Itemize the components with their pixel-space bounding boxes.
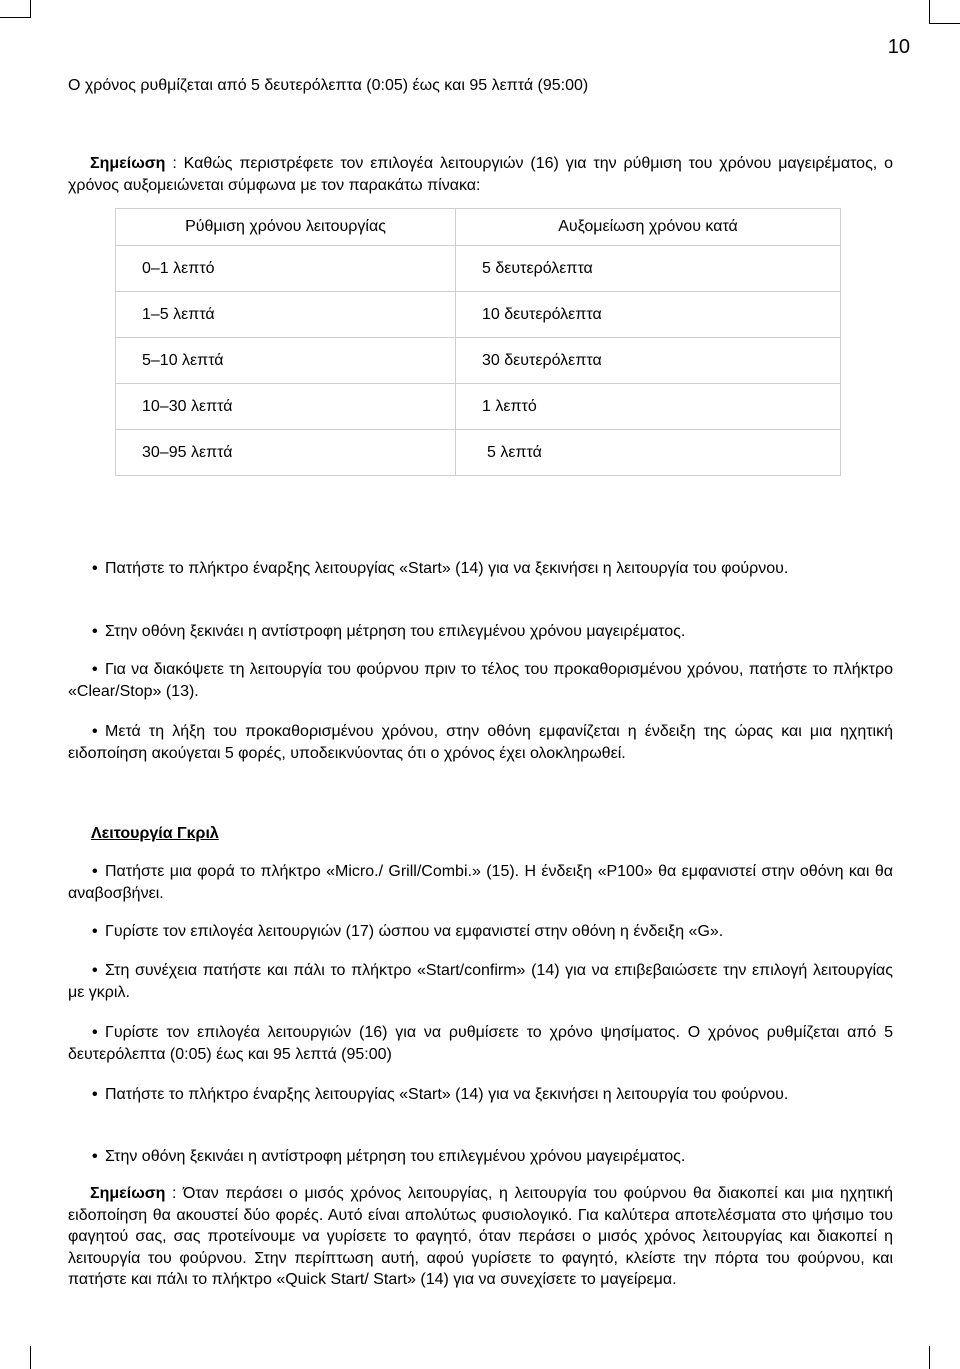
bullet-icon: • — [92, 560, 98, 577]
bullet-item: • Μετά τη λήξη του προκαθορισμένου χρόνου, στην οθόνη εμφανίζεται η ένδειξη της ώρας και μια ηχητική ειδοποίηση ακούγεται 5 φορές, υποδεικνύοντας ότι ο χρόνος έχει ολοκληρωθεί. — [68, 723, 893, 762]
intro-time-range: Ο χρόνος ρυθμίζεται από 5 δευτερόλεπτα (0:05) έως και 95 λεπτά (95:00) — [68, 77, 589, 94]
note-1-label: Σημείωση — [90, 155, 166, 172]
bullet-item: • Στην οθόνη ξεκινάει η αντίστροφη μέτρηση του επιλεγμένου χρόνου μαγειρέματος. — [68, 621, 893, 643]
crop-mark-bottom-right-v — [929, 1346, 930, 1369]
bullet-item: • Για να διακόψετε τη λειτουργία του φούρνου πριν το τέλος του προκαθορισμένου χρόνου, πατήστε το πλήκτρο «Clear/Stop» (13). — [68, 661, 893, 700]
table-header-cell: Ρύθμιση χρόνου λειτουργίας — [116, 209, 456, 246]
bullet-icon: • — [92, 1024, 98, 1041]
note-2-label: Σημείωση — [90, 1185, 166, 1202]
table-cell: 5 δευτερόλεπτα — [456, 246, 841, 292]
table-cell: 30–95 λεπτά — [116, 430, 456, 476]
table-cell: 10 δευτερόλεπτα — [456, 292, 841, 338]
table-row — [116, 246, 841, 292]
bullet-icon: • — [92, 623, 98, 640]
table-cell: 5–10 λεπτά — [116, 338, 456, 384]
crop-mark-top-right-h — [929, 23, 960, 24]
grill-heading: Λειτουργία Γκριλ — [91, 825, 219, 842]
bullet-icon: • — [92, 1148, 98, 1165]
table-row — [116, 384, 841, 430]
bullet-icon: • — [92, 723, 98, 740]
table-cell: 5 λεπτά — [456, 430, 841, 476]
crop-mark-bottom-left-v — [30, 1346, 31, 1369]
bullet-item: • Πατήστε το πλήκτρο έναρξης λειτουργίας «Start» (14) για να ξεκινήσει η λειτουργία του φούρνου. — [68, 1084, 893, 1106]
table-header-cell: Αυξομείωση χρόνου κατά — [456, 209, 841, 246]
bullet-icon: • — [92, 923, 98, 940]
bullet-item: • Γυρίστε τον επιλογέα λειτουργιών (16) για να ρυθμίσετε το χρόνο ψησίματος. Ο χρόνος ρυθμίζεται από 5 δευτερόλεπτα (0:05) έως και 95 λεπτά (95:00) — [68, 1024, 893, 1063]
crop-mark-top-right-v — [929, 0, 930, 24]
crop-mark-top-left-v — [30, 0, 31, 18]
note-2-text: : Όταν περάσει ο μισός χρόνος λειτουργίας, η λειτουργία του φούρνου θα διακοπεί και μια ηχητική ειδοποίηση θα ακουστεί δύο φορές. Αυτό είναι απολύτως φυσιολογικό. Για καλύτερα αποτελέσματα στο ψήσιμο του φαγητού σας, σας προτείνουμε να γυρίσετε το φαγητό, όταν περάσει ο μισός χρόνος λειτουργίας και διακοπεί η λειτουργία του φούρνου. Στην περίπτωση αυτή, αφού γυρίσετε το φαγητό, κλείστε την πόρτα του φούρνου, και πατήστε και πάλι το πλήκτρο «Quick Start/ Start» (14) για να συνεχίσετε το μαγείρεμα. — [68, 1185, 893, 1288]
bullet-item: • Στην οθόνη ξεκινάει η αντίστροφη μέτρηση του επιλεγμένου χρόνου μαγειρέματος. — [68, 1146, 893, 1168]
table-cell: 0–1 λεπτό — [116, 246, 456, 292]
bullet-item: • Στη συνέχεια πατήστε και πάλι το πλήκτρο «Start/confirm» (14) για να επιβεβαιώσετε την επιλογή λειτουργίας με γκριλ. — [68, 962, 893, 1001]
bullet-item: • Πατήστε το πλήκτρο έναρξης λειτουργίας «Start» (14) για να ξεκινήσει η λειτουργία του φούρνου. — [68, 558, 893, 580]
bullet-icon: • — [92, 1086, 98, 1103]
table-row — [116, 430, 841, 476]
table-cell: 1–5 λεπτά — [116, 292, 456, 338]
bullet-icon: • — [92, 863, 98, 880]
bullet-icon: • — [92, 661, 98, 678]
bullet-item: • Πατήστε μια φορά το πλήκτρο «Micro./ Grill/Combi.» (15). Η ένδειξη «P100» θα εμφανιστεί στην οθόνη και θα αναβοσβήνει. — [68, 863, 893, 902]
table-cell: 1 λεπτό — [456, 384, 841, 430]
bullet-item: • Γυρίστε τον επιλογέα λειτουργιών (17) ώσπου να εμφανιστεί στην οθόνη η ένδειξη «G». — [68, 921, 893, 943]
table-header-row — [116, 209, 841, 246]
note-1 — [68, 153, 893, 196]
crop-mark-top-left-h — [0, 17, 31, 18]
page-number: 10 — [887, 36, 910, 58]
table-cell: 10–30 λεπτά — [116, 384, 456, 430]
time-increment-table — [115, 208, 841, 476]
note-2 — [68, 1183, 893, 1291]
table-cell: 30 δευτερόλεπτα — [456, 338, 841, 384]
table-row — [116, 338, 841, 384]
table-row — [116, 292, 841, 338]
bullet-icon: • — [92, 962, 98, 979]
note-1-text: : Καθώς περιστρέφετε τον επιλογέα λειτουργιών (16) για την ρύθμιση του χρόνου μαγειρέματος, ο χρόνος αυξομειώνεται σύμφωνα με τον παρακάτω πίνακα: — [68, 155, 893, 194]
